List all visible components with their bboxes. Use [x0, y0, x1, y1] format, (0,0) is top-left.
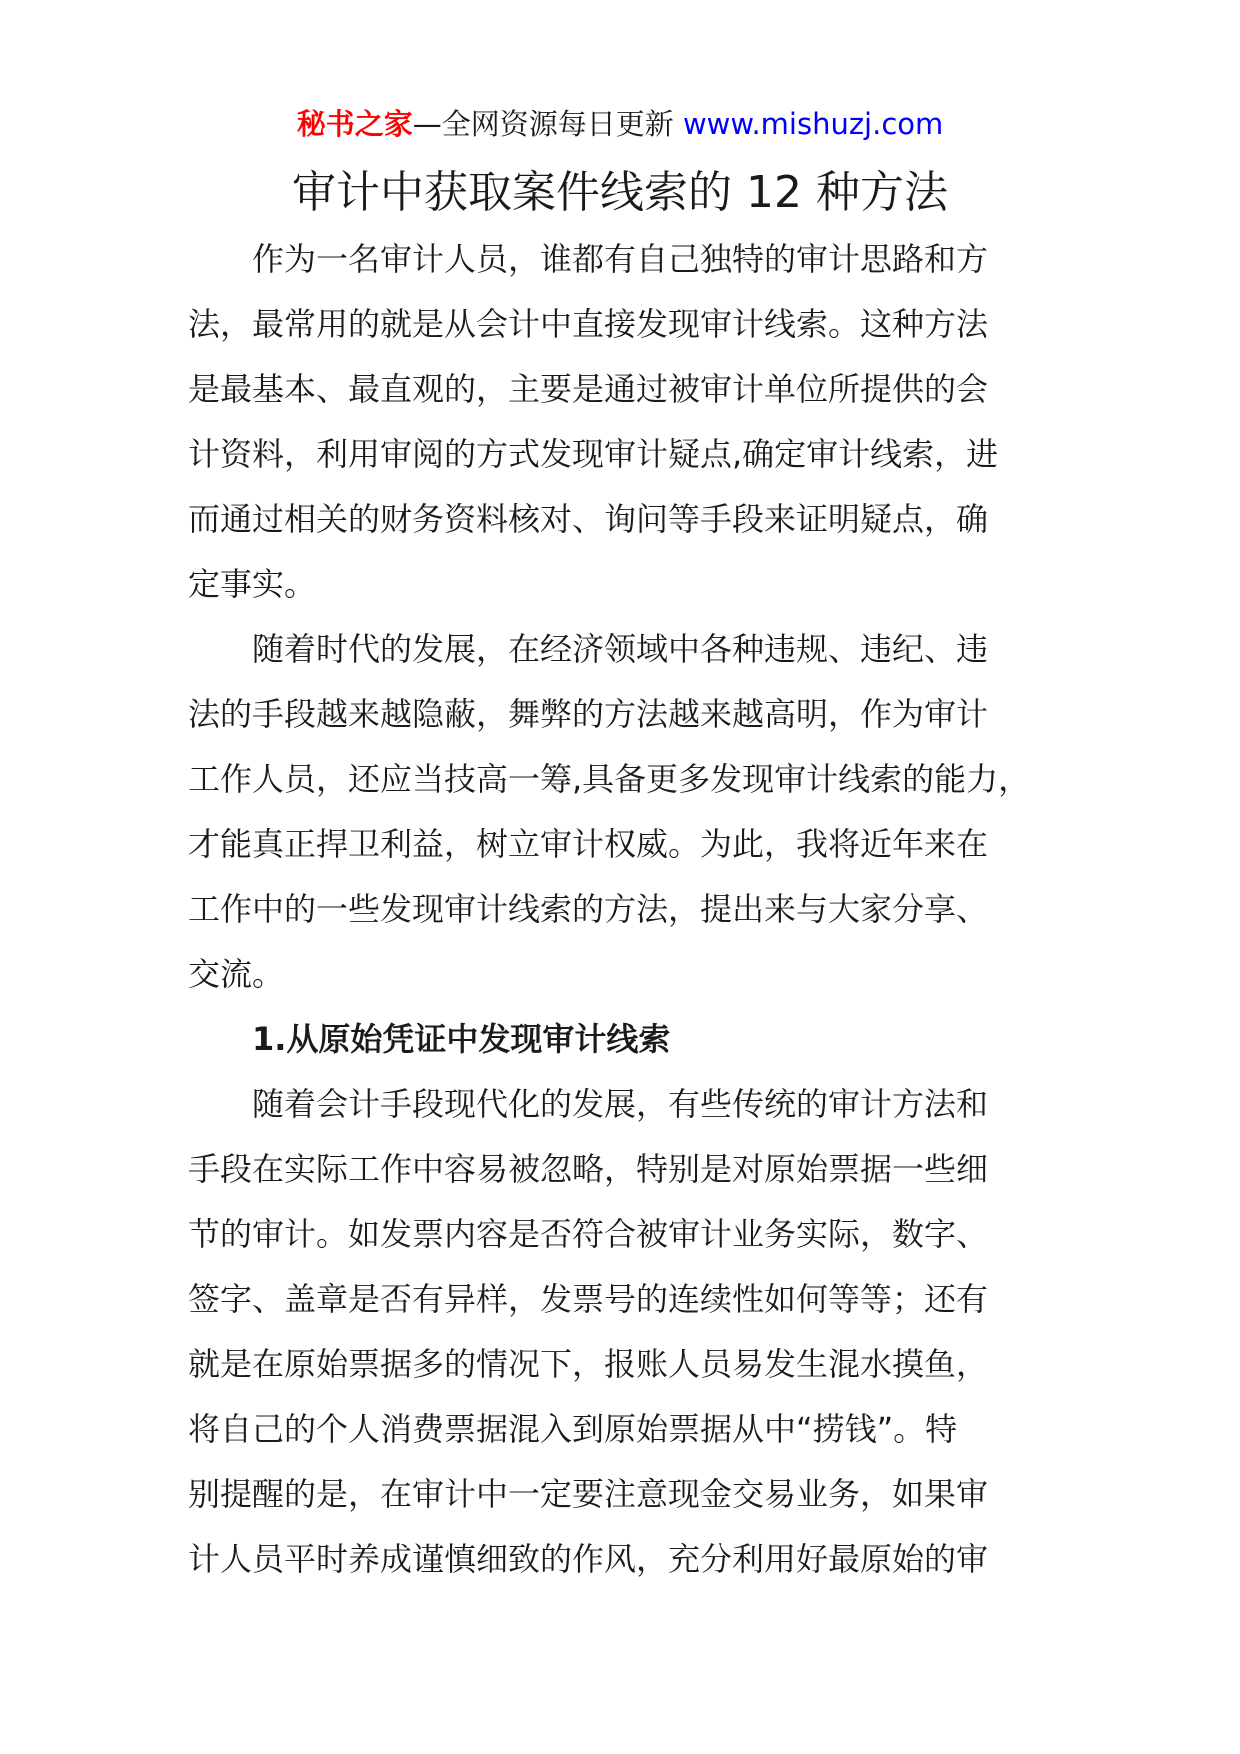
header-tagline: —全网资源每日更新 — [412, 107, 683, 141]
paragraph-line: 交流。 — [188, 955, 285, 993]
paragraph-line: 工作中的一些发现审计线索的方法，提出来与大家分享、 — [188, 890, 989, 928]
paragraph-line: 而通过相关的财务资料核对、询问等手段来证明疑点，确 — [188, 500, 989, 538]
paragraph-line: 工作人员，还应当技高一筹,具备更多发现审计线索的能力， — [188, 760, 1031, 798]
paragraph-intro — [188, 227, 1052, 617]
paragraph-line: 计人员平时养成谨慎细致的作风，充分利用好最原始的审 — [188, 1540, 989, 1578]
paragraph-line: 法，最常用的就是从会计中直接发现审计线索。这种方法 — [188, 305, 989, 343]
paragraph-line: 法的手段越来越隐蔽，舞弊的方法越来越高明，作为审计 — [188, 695, 989, 733]
document-title: 审计中获取案件线索的 12 种方法 — [292, 167, 948, 218]
document-body — [188, 227, 1052, 1592]
paragraph-line: 才能真正捍卫利益，树立审计权威。为此，我将近年来在 — [188, 825, 989, 863]
paragraph-line: 别提醒的是，在审计中一定要注意现金交易业务，如果审 — [188, 1475, 989, 1513]
paragraph-line: 就是在原始票据多的情况下，报账人员易发生混水摸鱼， — [188, 1345, 989, 1383]
section-heading: 1.从原始凭证中发现审计线索 — [252, 1020, 671, 1058]
paragraph-line: 随着会计手段现代化的发展，有些传统的审计方法和 — [252, 1085, 989, 1123]
paragraph-section-1 — [188, 1072, 1052, 1592]
paragraph-line: 计资料，利用审阅的方式发现审计疑点,确定审计线索，进 — [188, 435, 999, 473]
paragraph-line: 定事实。 — [188, 565, 317, 603]
paragraph-line: 手段在实际工作中容易被忽略，特别是对原始票据一些细 — [188, 1150, 989, 1188]
header-site-link[interactable]: www.mishuzj.com — [682, 107, 944, 141]
paragraph-line: 将自己的个人消费票据混入到原始票据从中“捞钱”。特 — [188, 1410, 958, 1448]
paragraph-background — [188, 617, 1052, 1007]
paragraph-line: 随着时代的发展，在经济领域中各种违规、违纪、违 — [252, 630, 989, 668]
paragraph-line: 节的审计。如发票内容是否符合被审计业务实际，数字、 — [188, 1215, 989, 1253]
paragraph-line: 是最基本、最直观的，主要是通过被审计单位所提供的会 — [188, 370, 989, 408]
paragraph-line: 签字、盖章是否有异样，发票号的连续性如何等等；还有 — [188, 1280, 989, 1318]
header-brand: 秘书之家 — [296, 107, 413, 141]
paragraph-line: 作为一名审计人员，谁都有自己独特的审计思路和方 — [252, 240, 989, 278]
watermark-header — [0, 100, 1240, 148]
